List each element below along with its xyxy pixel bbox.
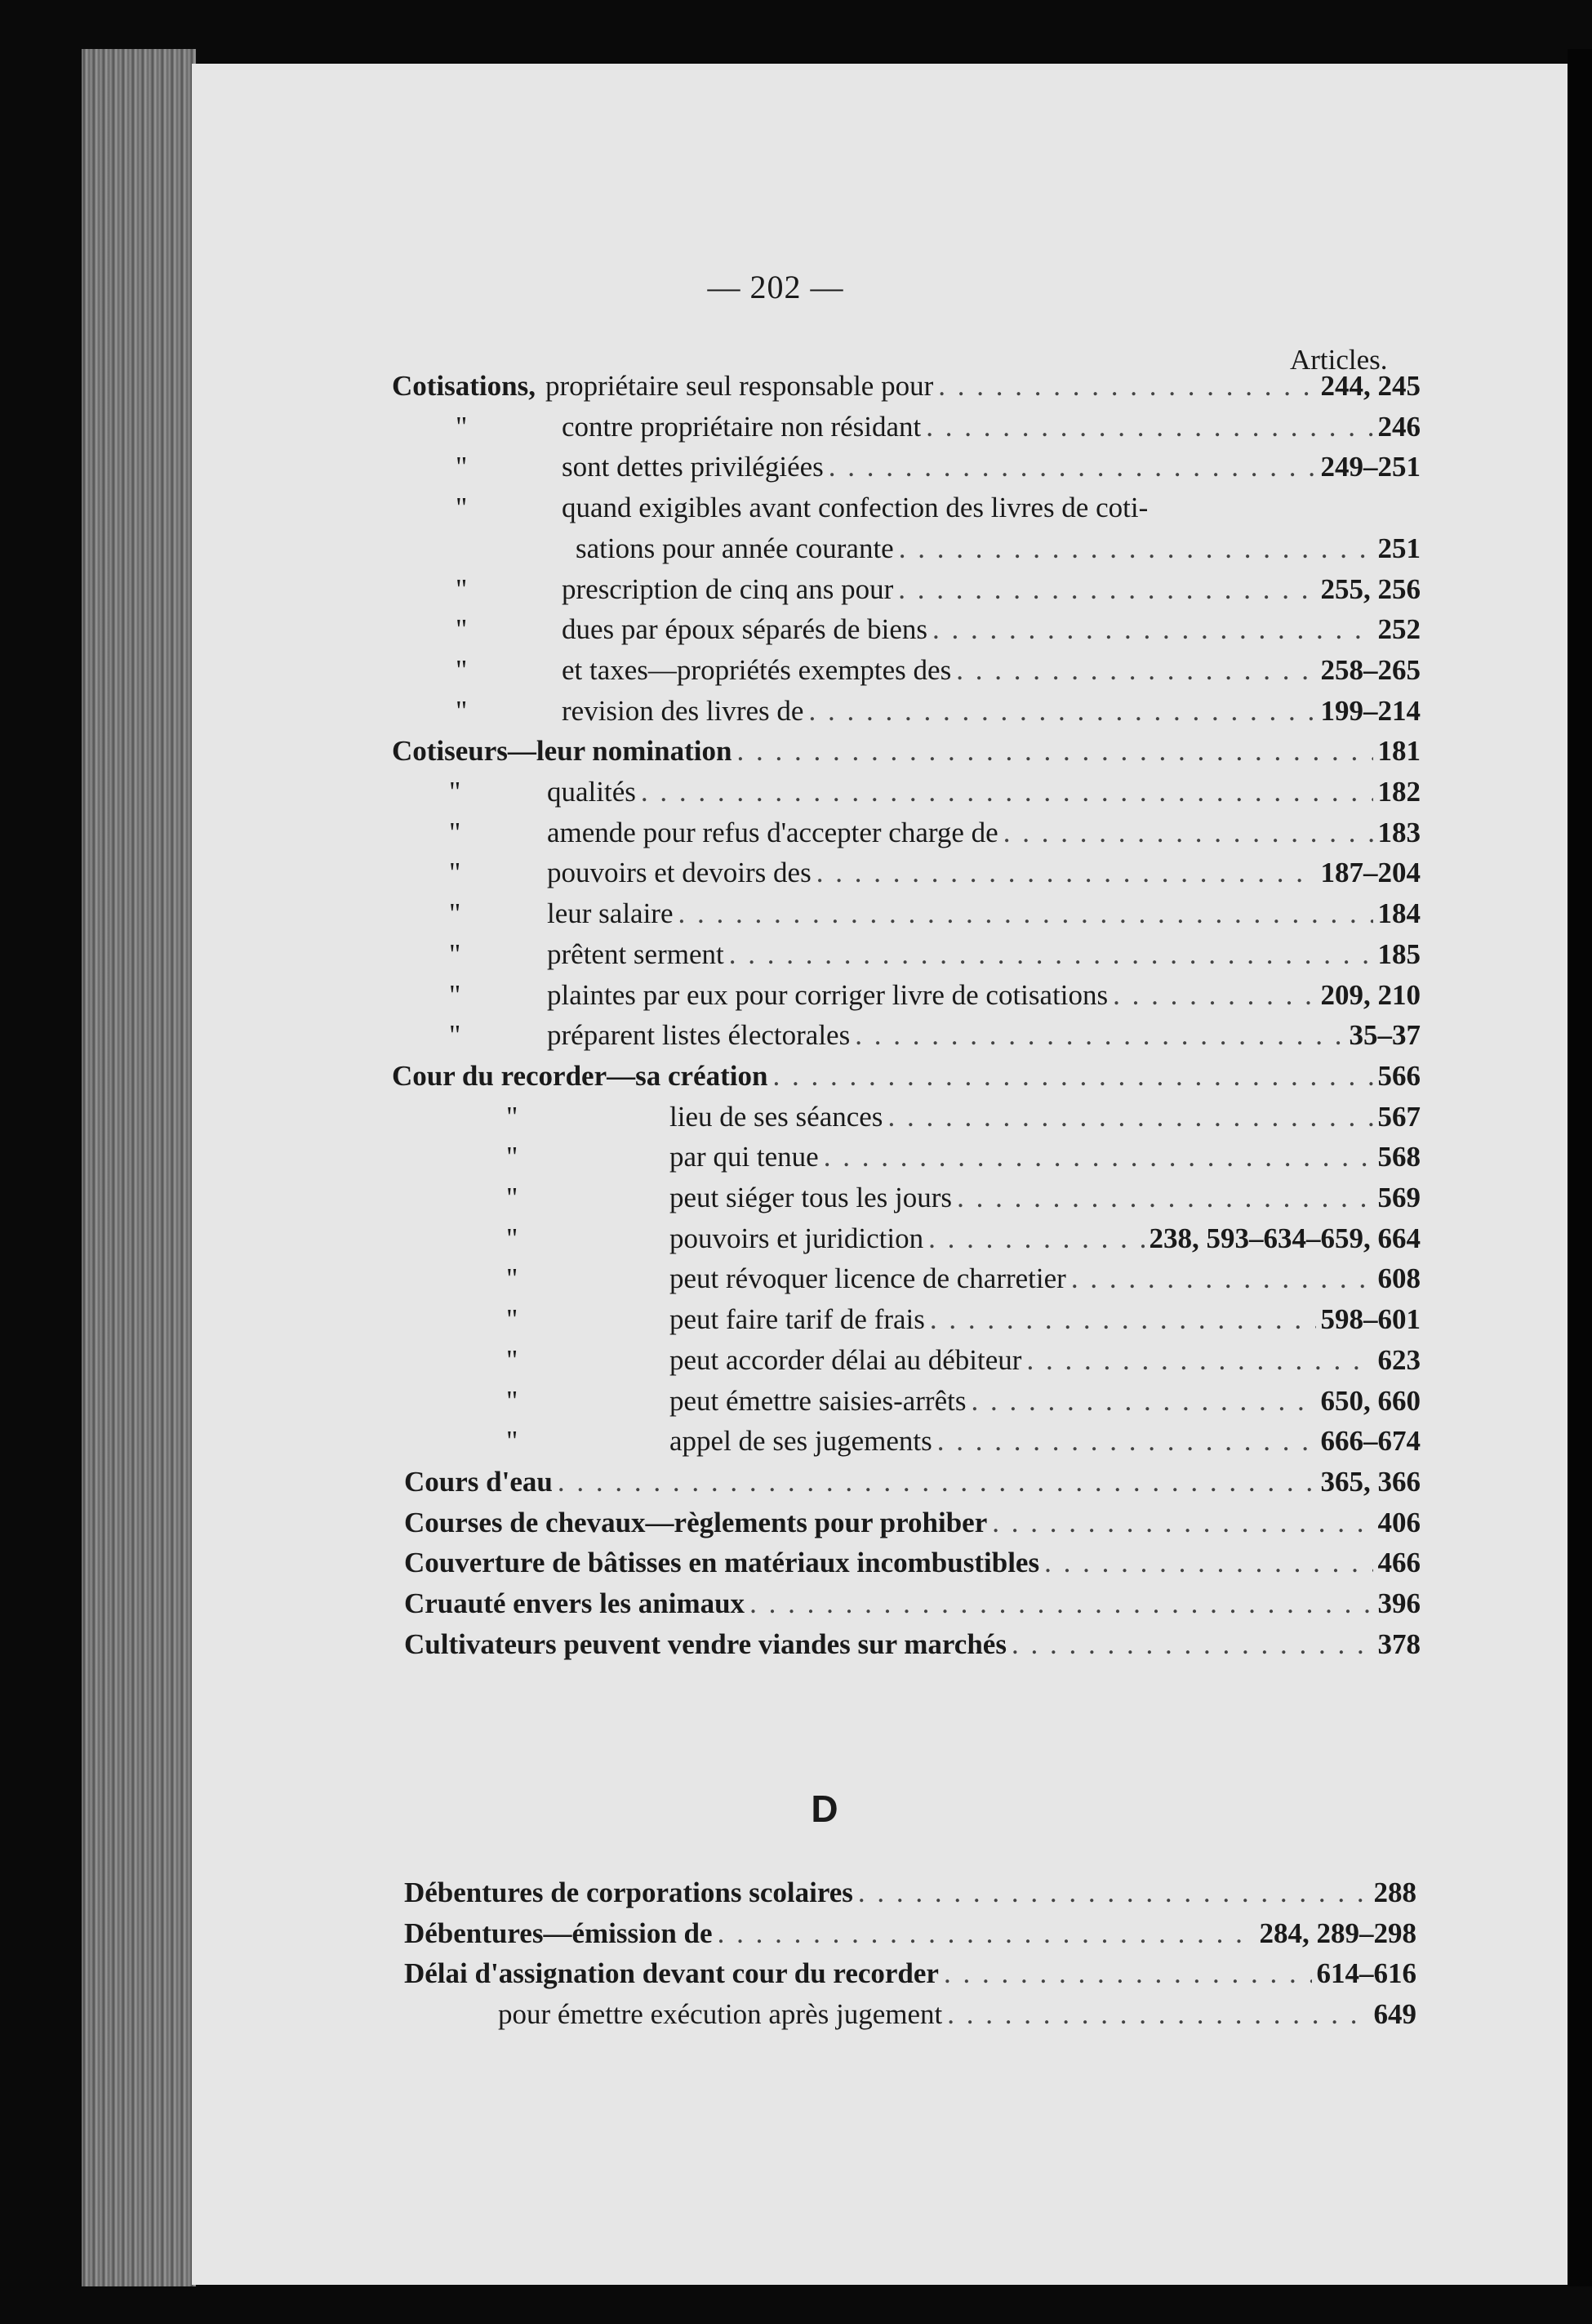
ditto-mark: " [449, 776, 461, 808]
index-entry [449, 938, 1421, 979]
leader-dots [938, 370, 1315, 403]
leader-dots [932, 613, 1372, 646]
article-reference: 182 [1377, 776, 1421, 808]
article-reference: 284, 289–298 [1259, 1917, 1416, 1949]
leader-dots [992, 1507, 1372, 1539]
entry-heading: Délai d'assignation devant cour du recorder [404, 1957, 939, 1990]
article-reference: 567 [1377, 1100, 1421, 1133]
index-entry [449, 979, 1421, 1020]
article-reference: 246 [1377, 410, 1421, 443]
article-reference: 378 [1377, 1627, 1421, 1660]
leader-dots [678, 897, 1373, 930]
entry-text: dues par époux séparés de biens [562, 613, 928, 646]
index-entry [456, 451, 1421, 492]
index-entry [506, 1344, 1421, 1385]
leader-dots [772, 1060, 1372, 1093]
index-entry [456, 654, 1421, 695]
ditto-mark: " [506, 1182, 518, 1213]
ditto-mark: " [506, 1262, 518, 1295]
index-entry [506, 1425, 1421, 1466]
index-entry [506, 1141, 1421, 1182]
entry-text: peut faire tarif de frais [669, 1303, 925, 1336]
leader-dots [858, 1877, 1369, 1909]
entry-text: leur salaire [547, 897, 674, 930]
article-reference: 251 [1377, 532, 1421, 564]
entry-heading: Courses de chevaux—règlements pour prohiber [404, 1506, 988, 1538]
index-entry [456, 573, 1421, 614]
leader-dots [898, 573, 1315, 606]
article-reference: 365, 366 [1320, 1465, 1421, 1498]
article-reference: 608 [1377, 1262, 1421, 1295]
index-entry [404, 1917, 1416, 1958]
ditto-mark: " [456, 492, 468, 524]
index-entry [449, 857, 1421, 897]
article-reference: 199–214 [1320, 694, 1421, 727]
article-reference: 249–251 [1320, 451, 1421, 483]
leader-dots [641, 776, 1373, 808]
ditto-mark: " [506, 1303, 518, 1336]
article-reference: 598–601 [1320, 1303, 1421, 1336]
ditto-mark: " [506, 1100, 518, 1133]
ditto-mark: " [449, 937, 461, 970]
leader-dots [1113, 979, 1315, 1012]
leader-dots [928, 1222, 1144, 1255]
leader-dots [926, 411, 1372, 443]
ditto-mark: " [449, 1019, 461, 1052]
leader-dots [808, 695, 1315, 728]
article-reference: 650, 660 [1320, 1384, 1421, 1417]
leader-dots [930, 1303, 1316, 1336]
leader-dots [829, 451, 1316, 483]
page-number: — 202 — [707, 269, 844, 305]
entry-text: pouvoirs et juridiction [669, 1222, 924, 1254]
entry-text: quand exigibles avant confection des livres de coti- [562, 492, 1149, 524]
index-entry [506, 1101, 1421, 1142]
article-reference: 649 [1373, 1998, 1416, 2031]
ditto-mark: " [449, 857, 461, 889]
entry-text: et taxes—propriétés exemptes des [562, 653, 952, 686]
ditto-mark: " [506, 1384, 518, 1417]
entry-text: appel de ses jugements [669, 1425, 932, 1458]
page-edge-shadow [1568, 49, 1592, 2286]
index-entry [404, 1507, 1421, 1547]
entry-text: contre propriétaire non résidant [562, 410, 922, 443]
leader-dots [1071, 1262, 1373, 1295]
ditto-mark: " [456, 613, 468, 646]
ditto-mark: " [456, 410, 468, 443]
leader-dots [887, 1101, 1372, 1133]
entry-heading: Cotisations, [392, 370, 536, 402]
entry-text: sont dettes privilégiées [562, 451, 824, 483]
articles-column-header: Articles. [1290, 344, 1388, 376]
entry-heading: Couverture de bâtisses en matériaux incombustibles [404, 1547, 1040, 1579]
entry-heading: Cour du recorder—sa création [392, 1059, 768, 1092]
index-entry [392, 370, 1421, 411]
index-entry [392, 1060, 1421, 1101]
index-entry [456, 411, 1421, 452]
ditto-mark: " [456, 572, 468, 605]
article-reference: 566 [1377, 1059, 1421, 1092]
entry-heading: Cultivateurs peuvent vendre viandes sur marchés [404, 1627, 1007, 1660]
leader-dots [855, 1019, 1344, 1052]
leader-dots [899, 532, 1373, 565]
entry-text: par qui tenue [669, 1141, 819, 1173]
article-reference: 183 [1377, 816, 1421, 848]
leader-dots [736, 735, 1372, 768]
index-entry [506, 1303, 1421, 1344]
leader-dots [816, 857, 1316, 889]
ditto-mark: " [506, 1425, 518, 1458]
article-reference: 35–37 [1349, 1019, 1421, 1052]
index-entry [498, 1998, 1416, 2039]
entry-heading: Cotiseurs—leur nomination [392, 735, 732, 768]
entry-text: peut émettre saisies-arrêts [669, 1384, 967, 1417]
leader-dots [1026, 1344, 1372, 1377]
leader-dots [749, 1587, 1372, 1620]
entry-text: préparent listes électorales [547, 1019, 851, 1052]
article-reference: 181 [1377, 735, 1421, 768]
leader-dots [558, 1466, 1316, 1498]
leader-dots [971, 1385, 1315, 1418]
article-reference: 258–265 [1320, 653, 1421, 686]
article-reference: 666–674 [1320, 1425, 1421, 1458]
leader-dots [944, 1957, 1312, 1990]
article-reference: 406 [1377, 1506, 1421, 1538]
entry-text: prêtent serment [547, 937, 724, 970]
leader-dots [1044, 1547, 1372, 1579]
leader-dots [1012, 1628, 1373, 1661]
entry-text: plaintes par eux pour corriger livre de cotisations [547, 978, 1109, 1011]
article-reference: 614–616 [1316, 1957, 1416, 1990]
entry-heading: Cruauté envers les animaux [404, 1587, 745, 1619]
article-reference: 288 [1373, 1877, 1416, 1908]
index-entry [456, 613, 1421, 654]
entry-text: revision des livres de [562, 694, 804, 727]
leader-dots [718, 1917, 1255, 1950]
article-reference: 569 [1377, 1182, 1421, 1213]
ditto-mark: " [449, 816, 461, 848]
article-reference: 184 [1377, 897, 1421, 930]
article-reference: 396 [1377, 1587, 1421, 1619]
ditto-mark: " [456, 653, 468, 686]
ditto-mark: " [449, 978, 461, 1011]
entry-text: amende pour refus d'accepter charge de [547, 816, 998, 848]
ditto-mark: " [449, 897, 461, 930]
article-reference: 255, 256 [1320, 572, 1421, 605]
entry-text: pouvoirs et devoirs des [547, 857, 812, 889]
index-entry [456, 492, 1421, 532]
index-entry [404, 1547, 1421, 1587]
entry-heading: Débentures de corporations scolaires [404, 1877, 853, 1908]
ditto-mark: " [456, 451, 468, 483]
index-entry [392, 735, 1421, 776]
leader-dots [1003, 817, 1373, 849]
index-entry [506, 1222, 1421, 1263]
article-reference: 238, 593–634–659, 664 [1149, 1222, 1421, 1254]
article-reference: 185 [1377, 937, 1421, 970]
entry-text: qualités [547, 776, 636, 808]
ditto-mark: " [506, 1141, 518, 1173]
leader-dots [729, 938, 1373, 971]
article-reference: 252 [1377, 613, 1421, 646]
leader-dots [824, 1141, 1373, 1173]
ditto-mark: " [506, 1222, 518, 1254]
leader-dots [956, 654, 1315, 687]
article-reference: 244, 245 [1320, 370, 1421, 402]
entry-text: pour émettre exécution après jugement [498, 1998, 943, 2031]
leader-dots [957, 1182, 1372, 1214]
entry-heading: Débentures—émission de [404, 1917, 713, 1949]
book-page [192, 64, 1572, 2285]
article-reference: 209, 210 [1320, 978, 1421, 1011]
index-entry [404, 1587, 1421, 1628]
book-spine [82, 49, 196, 2286]
leader-dots [947, 1998, 1368, 2031]
ditto-mark: " [456, 694, 468, 727]
entry-heading: Cours d'eau [404, 1465, 553, 1498]
index-entry [404, 1957, 1416, 1998]
entry-text: sations pour année courante [576, 532, 894, 564]
article-reference: 623 [1377, 1343, 1421, 1376]
index-entry [456, 695, 1421, 736]
section-letter-heading: D [811, 1788, 838, 1830]
entry-text: propriétaire seul responsable pour [545, 370, 934, 402]
index-entry [506, 1385, 1421, 1426]
article-reference: 568 [1377, 1141, 1421, 1173]
index-entry [576, 532, 1421, 573]
entry-text: prescription de cinq ans pour [562, 572, 894, 605]
ditto-mark: " [506, 1343, 518, 1376]
index-entry [404, 1466, 1421, 1507]
article-reference: 466 [1377, 1547, 1421, 1579]
article-reference: 187–204 [1320, 857, 1421, 889]
index-entry [449, 817, 1421, 857]
index-entry [404, 1628, 1421, 1669]
index-entry [404, 1877, 1416, 1917]
leader-dots [937, 1425, 1316, 1458]
index-entry [449, 776, 1421, 817]
entry-text: lieu de ses séances [669, 1100, 883, 1133]
entry-text: peut siéger tous les jours [669, 1182, 953, 1213]
index-entry [449, 897, 1421, 938]
index-entry [506, 1182, 1421, 1222]
entry-text: peut accorder délai au débiteur [669, 1343, 1022, 1376]
index-entry [506, 1262, 1421, 1303]
index-entry [449, 1019, 1421, 1060]
entry-text: peut révoquer licence de charretier [669, 1262, 1066, 1295]
